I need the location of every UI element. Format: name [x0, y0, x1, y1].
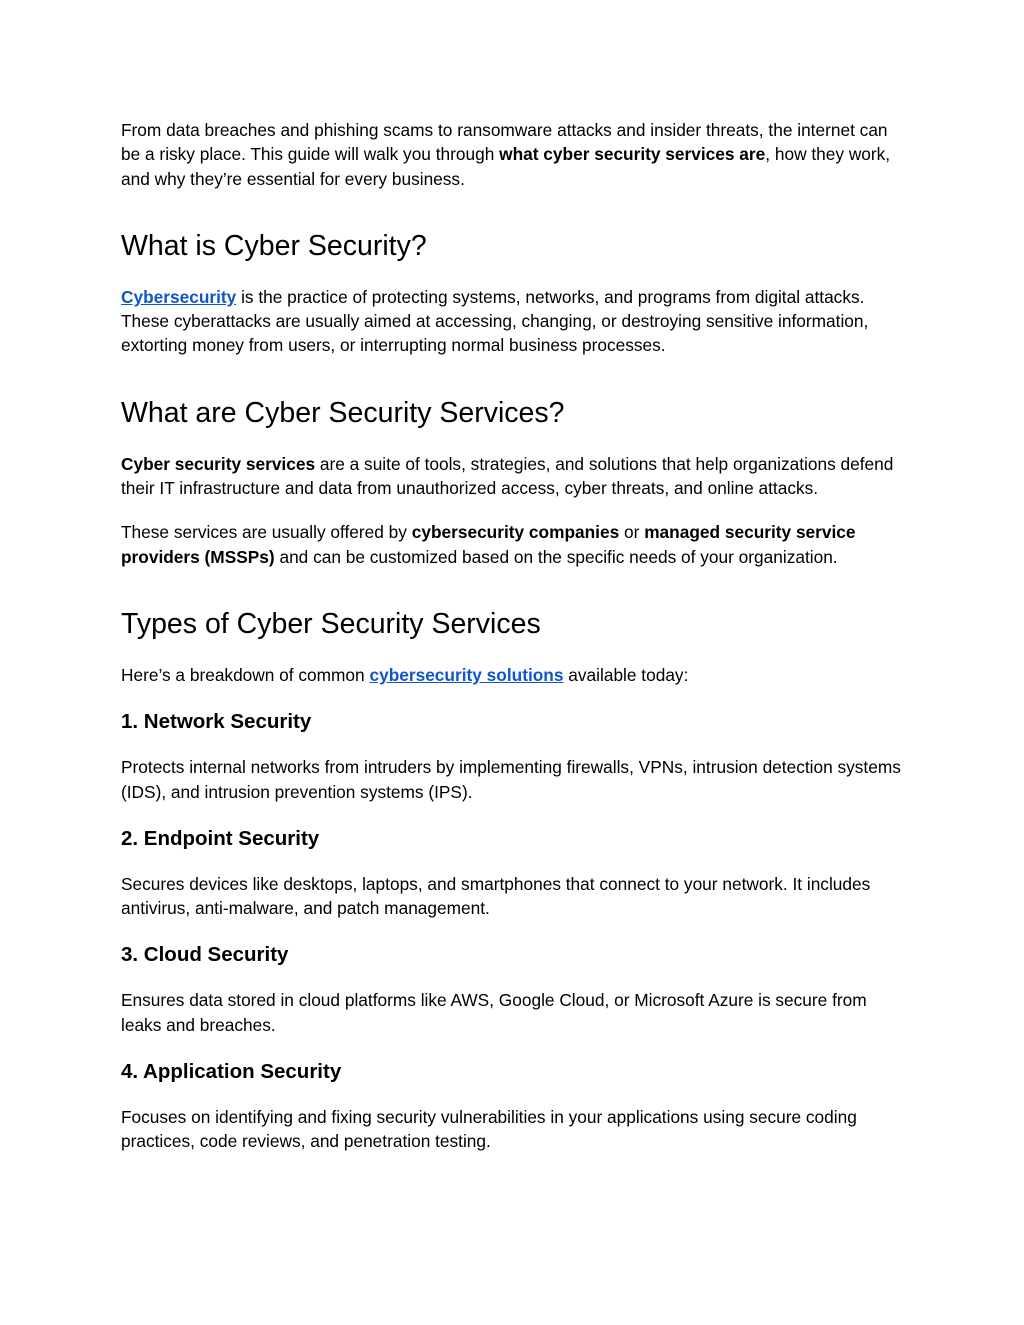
heading-application-security: 4. Application Security: [121, 1060, 342, 1084]
cybersecurity-solutions-link[interactable]: cybersecurity solutions: [369, 664, 564, 685]
intro-emphasis: what cyber security services are: [499, 144, 766, 165]
heading-endpoint-security: 2. Endpoint Security: [121, 826, 320, 850]
application-security-text: Focuses on identifying and fixing security vulnerabilities in your applications using secure coding practices, code reviews, and penetration testing.: [121, 1107, 857, 1152]
heading-what-are-services: What are Cyber Security Services?: [121, 396, 565, 429]
heading-network-security: 1. Network Security: [121, 710, 312, 734]
what-is-paragraph: Cybersecurity is the practice of protecting systems, networks, and programs from digital attacks. These cyberattacks are usually aimed at accessing, changing, or destroying sensitive information, extorting money from users, or interrupting normal business processes.: [121, 286, 869, 356]
cybersecurity-link[interactable]: Cybersecurity: [121, 286, 237, 307]
network-security-text: Protects internal networks from intruders by implementing firewalls, VPNs, intrusion detection systems (IDS), and intrusion prevention systems (IPS).: [121, 757, 901, 802]
document-body: [121, 118, 911, 1154]
services-paragraph-1: Cyber security services are a suite of tools, strategies, and solutions that help organizations defend their IT infrastructure and data from unauthorized access, cyber threats, and online attacks.: [121, 453, 894, 499]
heading-cloud-security: 3. Cloud Security: [121, 943, 289, 967]
heading-what-is-cyber-security: What is Cyber Security?: [121, 229, 427, 262]
cloud-security-text: Ensures data stored in cloud platforms like AWS, Google Cloud, or Microsoft Azure is secure from leaks and breaches.: [121, 990, 867, 1035]
services-paragraph-2: These services are usually offered by cybersecurity companies or managed security service providers (MSSPs) and can be customized based on the specific needs of your organization.: [121, 522, 856, 567]
endpoint-security-text: Secures devices like desktops, laptops, and smartphones that connect to your network. It includes antivirus, anti-malware, and patch management.: [121, 873, 871, 919]
heading-types-of-services: Types of Cyber Security Services: [121, 607, 541, 640]
intro-paragraph: From data breaches and phishing scams to ransomware attacks and insider threats, the internet can be a risky place. This guide will walk you through what cyber security services are, how they work, and why they’re essential for every business.: [121, 120, 891, 189]
types-intro-paragraph: Here’s a breakdown of common cybersecurity solutions available today:: [121, 664, 689, 685]
